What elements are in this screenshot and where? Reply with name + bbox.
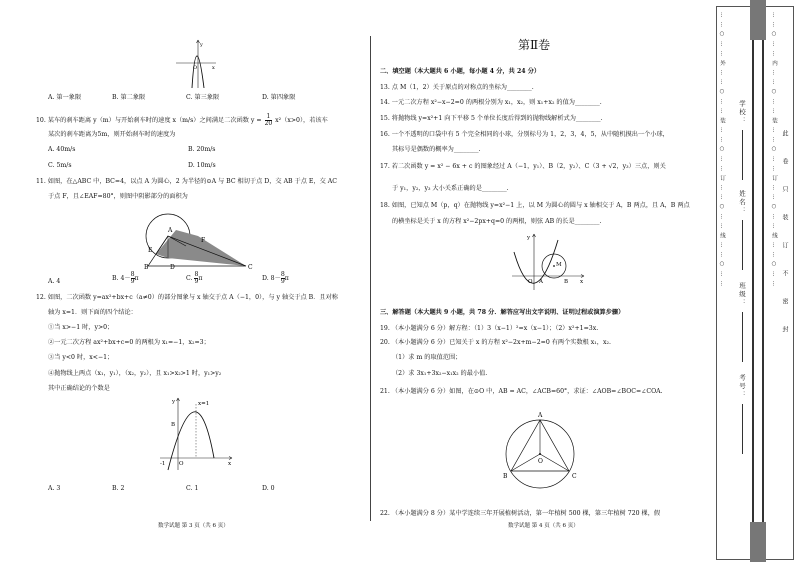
q18-label-m: M xyxy=(556,262,562,268)
binding-strip xyxy=(716,0,794,562)
q19: 19. （本小题满分 6 分）解方程：（1）3（x−1）²=x（x−1）；（2）x²+1=3x. xyxy=(380,325,599,332)
q12-line1: 12. 如图，二次函数 y=ax²+bx+c（a≠0）的部分图象与 x 轴交于点 A（−1，0），与 y 轴交于点 B．且对称 xyxy=(36,294,338,301)
q12-statement-2: ②一元二次方程 ax²+bx+c=0 的两根为 x₁=−1，x₂=3； xyxy=(48,339,210,346)
q20-part2: （2）求 3x₁+3x₂−x₁x₂ 的最小值. xyxy=(392,370,488,377)
q18-line1: 18. 如图，已知点 M（p，q）在抛物线 y=x²−1 上，以 M 为圆心的圆与 x 轴相交于 A，B 两点，且 A，B 两点 xyxy=(380,202,690,209)
binding-outer-text: ……○……外……○……装……○……订……○……线……○…… xyxy=(719,12,725,290)
q21-label-c: C xyxy=(572,473,577,480)
q11-option-d-prefix: D. 8－ xyxy=(262,275,281,282)
q11-option-d xyxy=(262,272,289,285)
q12-ask: 其中正确结论的个数是 xyxy=(48,385,110,392)
exam-label: 考号： xyxy=(738,374,746,400)
q11-option-c-frac-num: 8 xyxy=(194,271,199,278)
q21-figure xyxy=(498,410,586,492)
q11-line2: 于点 F，且∠EAF=80°，则图中阴影部分的面积为 xyxy=(48,193,188,200)
q17-line1: 17. 若二次函数 y = x² − 6x + c 的图象经过 A（−1，y₁）、B（2，y₂）、C（3 + √2，y₃）三点，则关 xyxy=(380,163,666,170)
q9-option-a: A. 第一象限 xyxy=(48,94,82,101)
q16-line2: 其标号是偶数的概率为________. xyxy=(392,146,481,153)
q11-option-b xyxy=(112,272,139,285)
q20: 20. （本小题满分 6 分）已知关于 x 的方程 x²−2x+m−2=0 有两个实数根 x₁，x₂. xyxy=(380,339,611,346)
q12-statement-4: ④抛物线上两点（x₁，y₁），（x₂，y₂），且 x₁>x₂>1 时，y₁>y₂ xyxy=(48,370,222,377)
q11-label-b: B xyxy=(144,264,149,270)
binding-notice: 此卷只装订不密封 xyxy=(781,130,788,354)
q16-line1: 16. 一个不透明的口袋中有 5 个完全相同的小球，分别标号为 1，2，3，4，5，从中随机摸出一个小球， xyxy=(380,131,669,138)
q9-option-d: D. 第四象限 xyxy=(262,94,296,101)
q9-label-x: x xyxy=(212,65,215,71)
q11-option-d-pi: π xyxy=(284,275,289,282)
q13: 13. 点 M（1，2）关于原点的对称点的坐标为________. xyxy=(380,84,534,91)
q11-option-b-pi: π xyxy=(134,275,139,282)
section-2-heading: 二、填空题（本大题共 6 小题，每小题 4 分，共 24 分） xyxy=(380,68,541,75)
q11-label-f: F xyxy=(201,237,206,244)
page-divider xyxy=(370,36,371,521)
q11-option-c-frac-den: 9 xyxy=(194,278,199,285)
q12-option-c: C. 1 xyxy=(186,485,199,492)
q12-statement-1: ①当 x>−1 时，y>0； xyxy=(48,324,114,331)
q9-option-b: B. 第二象限 xyxy=(112,94,146,101)
q10-text-a: 10. 某车的刹车距离 y（m）与开始刹车时的速度 x（m/s）之间满足二次函数 y = xyxy=(36,117,262,124)
section-3-heading: 三、解答题（本大题共 9 小题，共 78 分．解答应写出文字说明、证明过程或演算步骤） xyxy=(380,309,625,316)
q9-option-c: C. 第三象限 xyxy=(186,94,220,101)
q10-option-b: B. 20m/s xyxy=(188,146,216,153)
q12-statement-3: ③当 y<0 时，x<−1； xyxy=(48,354,114,361)
left-page xyxy=(0,0,370,562)
q15: 15. 将抛物线 y=x²+1 向下平移 5 个单位长度后得到的抛物线解析式为________. xyxy=(380,115,603,122)
q18-label-a: A xyxy=(539,279,543,285)
q11-option-d-frac-num: 8 xyxy=(280,271,285,278)
q17-line2: 于 y₁，y₂，y₃ 大小关系正确的是________. xyxy=(392,185,509,192)
q22: 22. （本小题满分 8 分）某中学连续三年开展植树活动，第一年植树 500 棵，第三年植树 720 棵，假 xyxy=(380,510,661,517)
binding-dark-mid-left xyxy=(752,40,754,522)
name-field[interactable] xyxy=(742,220,743,270)
q12-label-o: O xyxy=(179,461,184,467)
q21-label-b: B xyxy=(503,473,508,480)
q10-line2: 某次的刹车距离为5m，则开始刹车时的速度为 xyxy=(48,131,176,138)
q18-label-y: y xyxy=(527,235,531,241)
q12-option-a: A. 3 xyxy=(48,485,61,492)
left-footer: 数学试题 第 3 页（共 6 页） xyxy=(158,523,229,529)
q11-option-c-pi: π xyxy=(198,275,203,282)
q18-label-o: O xyxy=(528,279,533,285)
q21-label-a: A xyxy=(538,412,543,419)
name-label: 姓名： xyxy=(738,190,746,216)
q11-figure xyxy=(136,206,262,270)
q9-label-y: y xyxy=(200,42,203,48)
q18-graph xyxy=(510,232,586,292)
q12-graph xyxy=(158,396,236,472)
q11-label-e: E xyxy=(148,247,153,254)
q10-option-c: C. 5m/s xyxy=(48,162,72,169)
q21: 21. （本小题满分 6 分）如图，在⊙O 中，AB = AC，∠ACB=60°，求证：∠AOB=∠BOC=∠COA. xyxy=(380,388,663,395)
q9-label-o: O xyxy=(193,65,198,71)
q10-option-d: D. 10m/s xyxy=(188,162,216,169)
q11-option-c-prefix: C. xyxy=(186,275,195,282)
q12-option-d: D. 0 xyxy=(262,485,275,492)
q10-line1 xyxy=(36,114,328,127)
q10-frac-den: 20 xyxy=(264,120,273,127)
q12-label-y: y xyxy=(172,399,176,405)
class-field[interactable] xyxy=(742,312,743,362)
binding-dark-mid-right xyxy=(762,40,764,522)
q12-label-neg1: -1 xyxy=(160,461,166,467)
q11-option-b-prefix: B. 4－ xyxy=(112,275,131,282)
q18-line2: 的横坐标是关于 x 的方程 x²−2px+q=0 的两根，则弦 AB 的长是________. xyxy=(392,218,602,225)
exam-field[interactable] xyxy=(742,404,743,454)
q12-label-b: B xyxy=(171,422,176,428)
q12-line2: 轴为 x=1．则下面的四个结论： xyxy=(48,309,137,316)
right-page xyxy=(372,0,712,562)
q11-option-d-frac-den: 9 xyxy=(280,278,285,285)
q11-option-c xyxy=(186,272,202,285)
q10-option-a: A. 40m/s xyxy=(48,146,76,153)
binding-dark-bottom xyxy=(750,522,766,562)
school-field[interactable] xyxy=(742,130,743,180)
q11-label-a: A xyxy=(168,227,173,234)
q20-part1: （1）求 m 的取值范围； xyxy=(392,354,462,361)
class-label: 班级： xyxy=(738,282,746,308)
school-label: 学校： xyxy=(738,100,746,126)
q12-label-axis: x=1 xyxy=(198,401,210,407)
q11-option-b-frac-den: 9 xyxy=(130,278,135,285)
q14: 14. 一元二次方程 x²−x−2=0 的两根分别为 x₁，x₂，则 x₁+x₂ 的值为________. xyxy=(380,99,602,106)
q11-label-c: C xyxy=(248,264,253,270)
q12-label-x: x xyxy=(228,461,232,467)
q21-label-o: O xyxy=(538,458,543,465)
q10-frac-num: 1 xyxy=(266,113,271,120)
q10-fraction xyxy=(265,114,273,127)
q18-label-b: B xyxy=(564,279,569,285)
section-title: 第Ⅱ卷 xyxy=(518,38,551,52)
q10-text-b: x²（x>0），若该车 xyxy=(275,117,328,124)
q11-label-d: D xyxy=(170,264,175,270)
q11-line1: 11. 如图，在△ABC 中，BC=4，以点 A 为圆心，2 为半径的⊙A 与 BC 相切于点 D，交 AB 于点 E，交 AC xyxy=(36,178,337,185)
right-footer: 数学试题 第 4 页（共 6 页） xyxy=(508,523,579,529)
q18-label-x: x xyxy=(580,279,584,285)
binding-inner-text: ……○……内……○……装……○……订……○……线……○…… xyxy=(771,12,777,290)
q11-option-b-frac-num: 8 xyxy=(130,271,135,278)
binding-dark-top xyxy=(750,0,766,40)
q11-option-a: A. 4 xyxy=(48,278,61,285)
q12-option-b: B. 2 xyxy=(112,485,125,492)
q9-graph xyxy=(174,38,218,90)
